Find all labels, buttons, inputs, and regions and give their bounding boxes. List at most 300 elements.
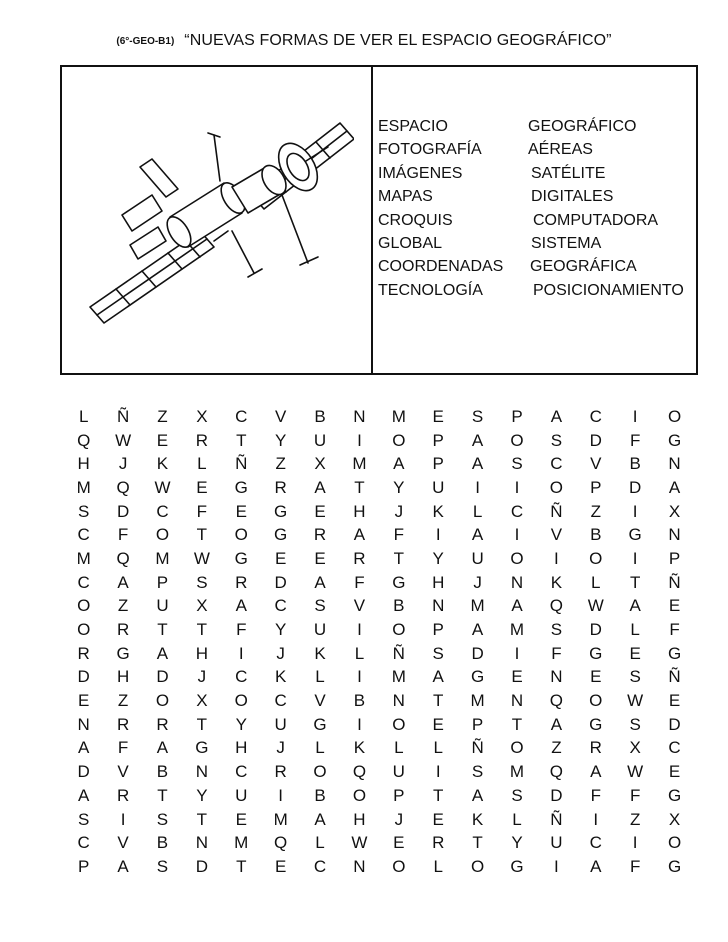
grid-letter[interactable]: H xyxy=(77,454,90,474)
grid-letter[interactable]: M xyxy=(391,406,406,426)
grid-letter[interactable]: K xyxy=(353,738,366,758)
grid-letter[interactable]: V xyxy=(590,454,602,474)
grid-letter[interactable]: G xyxy=(667,643,682,663)
grid-letter[interactable]: O xyxy=(510,738,524,758)
grid-letter[interactable]: A xyxy=(393,454,405,474)
grid-letter[interactable]: P xyxy=(432,430,444,450)
grid-letter[interactable]: B xyxy=(314,406,326,426)
grid-letter[interactable]: E xyxy=(196,477,208,497)
grid-letter[interactable]: Ñ xyxy=(235,454,248,474)
grid-letter[interactable]: R xyxy=(156,714,169,734)
grid-letter[interactable]: X xyxy=(196,406,208,426)
grid-letter[interactable]: Ñ xyxy=(550,809,563,829)
grid-letter[interactable]: Z xyxy=(117,691,129,711)
grid-letter[interactable]: P xyxy=(393,785,405,805)
grid-letter[interactable]: R xyxy=(116,714,130,734)
grid-letter[interactable]: L xyxy=(591,572,601,592)
grid-letter[interactable]: X xyxy=(196,596,208,616)
grid-letter[interactable]: E xyxy=(590,667,602,687)
grid-letter[interactable]: W xyxy=(351,833,368,853)
grid-letter[interactable]: E xyxy=(668,596,681,616)
grid-letter[interactable]: S xyxy=(511,785,523,805)
grid-letter[interactable]: G xyxy=(667,856,682,876)
grid-letter[interactable]: S xyxy=(629,714,641,734)
grid-letter[interactable]: E xyxy=(668,691,681,711)
grid-letter[interactable]: W xyxy=(193,548,210,568)
grid-letter[interactable]: V xyxy=(274,406,287,426)
grid-letter[interactable]: R xyxy=(313,525,327,545)
grid-letter[interactable]: T xyxy=(393,548,405,568)
grid-letter[interactable]: Z xyxy=(629,809,641,829)
grid-letter[interactable]: D xyxy=(589,430,602,450)
grid-letter[interactable]: T xyxy=(157,785,168,805)
grid-letter[interactable]: A xyxy=(353,525,366,545)
grid-letter[interactable]: A xyxy=(314,477,326,497)
grid-letter[interactable]: S xyxy=(314,596,326,616)
grid-letter[interactable]: Ñ xyxy=(392,643,405,663)
grid-letter[interactable]: G xyxy=(274,525,288,545)
grid-letter[interactable]: Q xyxy=(77,430,91,450)
grid-letter[interactable]: R xyxy=(195,430,208,450)
grid-letter[interactable]: I xyxy=(357,667,362,687)
grid-letter[interactable]: I xyxy=(357,620,362,640)
grid-letter[interactable]: E xyxy=(314,501,326,521)
grid-letter[interactable]: Q xyxy=(352,762,367,782)
grid-letter[interactable]: C xyxy=(589,833,602,853)
grid-letter[interactable]: E xyxy=(511,667,523,687)
grid-letter[interactable]: N xyxy=(195,833,208,853)
grid-letter[interactable]: V xyxy=(117,762,129,782)
grid-letter[interactable]: J xyxy=(197,667,207,687)
grid-letter[interactable]: G xyxy=(116,643,130,663)
grid-letter[interactable]: A xyxy=(235,596,247,616)
grid-letter[interactable]: H xyxy=(353,501,366,521)
grid-letter[interactable]: K xyxy=(156,454,169,474)
grid-letter[interactable]: E xyxy=(235,501,247,521)
grid-letter[interactable]: J xyxy=(276,643,285,663)
grid-letter[interactable]: N xyxy=(432,596,445,616)
grid-letter[interactable]: N xyxy=(550,667,563,687)
grid-letter[interactable]: F xyxy=(669,620,680,640)
grid-letter[interactable]: C xyxy=(589,406,602,426)
grid-letter[interactable]: A xyxy=(156,643,169,663)
grid-letter[interactable]: V xyxy=(353,596,366,616)
grid-letter[interactable]: N xyxy=(195,762,208,782)
grid-letter[interactable]: Y xyxy=(432,548,444,568)
grid-letter[interactable]: F xyxy=(117,738,129,758)
grid-letter[interactable]: F xyxy=(196,501,208,521)
grid-letter[interactable]: I xyxy=(435,762,441,782)
grid-letter[interactable]: E xyxy=(432,809,444,829)
grid-letter[interactable]: Y xyxy=(196,785,208,805)
grid-letter[interactable]: T xyxy=(236,856,247,876)
grid-letter[interactable]: I xyxy=(475,477,480,497)
grid-letter[interactable]: G xyxy=(667,430,682,450)
grid-letter[interactable]: Y xyxy=(511,833,523,853)
grid-letter[interactable]: H xyxy=(353,809,366,829)
grid-letter[interactable]: S xyxy=(156,809,169,829)
grid-letter[interactable]: O xyxy=(155,525,170,545)
grid-letter[interactable]: O xyxy=(77,620,91,640)
grid-letter[interactable]: R xyxy=(432,833,445,853)
grid-letter[interactable]: A xyxy=(78,785,90,805)
grid-letter[interactable]: A xyxy=(471,620,484,640)
grid-letter[interactable]: C xyxy=(235,667,248,687)
grid-letter[interactable]: I xyxy=(278,785,284,805)
grid-letter[interactable]: S xyxy=(550,620,563,640)
grid-letter[interactable]: A xyxy=(432,667,444,687)
grid-letter[interactable]: A xyxy=(550,406,563,426)
grid-letter[interactable]: S xyxy=(511,454,523,474)
grid-letter[interactable]: S xyxy=(196,572,208,592)
grid-letter[interactable]: D xyxy=(471,643,484,663)
grid-letter[interactable]: W xyxy=(587,596,604,616)
grid-letter[interactable]: Z xyxy=(275,454,286,474)
grid-letter[interactable]: R xyxy=(116,785,130,805)
grid-letter[interactable]: L xyxy=(315,667,325,687)
grid-letter[interactable]: Z xyxy=(551,738,562,758)
grid-letter[interactable]: K xyxy=(432,501,444,521)
grid-letter[interactable]: U xyxy=(471,548,484,568)
grid-letter[interactable]: S xyxy=(471,406,484,426)
grid-letter[interactable]: F xyxy=(393,525,405,545)
grid-letter[interactable]: B xyxy=(353,691,366,711)
grid-letter[interactable]: F xyxy=(629,785,641,805)
grid-letter[interactable]: Y xyxy=(274,620,287,640)
grid-letter[interactable]: I xyxy=(632,501,638,521)
grid-letter[interactable]: V xyxy=(117,833,129,853)
grid-letter[interactable]: Q xyxy=(274,833,288,853)
grid-letter[interactable]: W xyxy=(627,691,644,711)
grid-letter[interactable]: R xyxy=(274,477,287,497)
grid-letter[interactable]: Z xyxy=(157,406,168,426)
grid-letter[interactable]: P xyxy=(156,572,169,592)
grid-letter[interactable]: G xyxy=(470,667,485,687)
grid-letter[interactable]: B xyxy=(590,525,602,545)
grid-letter[interactable]: N xyxy=(668,525,681,545)
grid-letter[interactable]: F xyxy=(236,620,247,640)
grid-letter[interactable]: X xyxy=(196,691,208,711)
grid-letter[interactable]: K xyxy=(314,643,326,663)
grid-letter[interactable]: W xyxy=(115,430,132,450)
grid-letter[interactable]: Ñ xyxy=(668,572,681,592)
grid-letter[interactable]: G xyxy=(234,477,248,497)
grid-letter[interactable]: Q xyxy=(116,477,130,497)
grid-letter[interactable]: I xyxy=(593,809,599,829)
grid-letter[interactable]: G xyxy=(628,525,642,545)
grid-letter[interactable]: F xyxy=(629,856,641,876)
grid-letter[interactable]: A xyxy=(511,596,523,616)
grid-letter[interactable]: C xyxy=(235,762,248,782)
grid-letter[interactable]: D xyxy=(668,714,681,734)
grid-letter[interactable]: S xyxy=(471,762,484,782)
grid-letter[interactable]: W xyxy=(154,477,171,497)
grid-letter[interactable]: M xyxy=(470,691,485,711)
grid-letter[interactable]: I xyxy=(632,406,638,426)
grid-letter[interactable]: E xyxy=(274,856,287,876)
grid-letter[interactable]: W xyxy=(627,762,644,782)
grid-letter[interactable]: A xyxy=(78,738,90,758)
grid-letter[interactable]: E xyxy=(629,643,641,663)
grid-letter[interactable]: S xyxy=(629,667,641,687)
grid-letter[interactable]: N xyxy=(392,691,405,711)
grid-letter[interactable]: E xyxy=(156,430,169,450)
grid-letter[interactable]: F xyxy=(117,525,129,545)
grid-letter[interactable]: E xyxy=(668,762,681,782)
grid-letter[interactable]: Ñ xyxy=(668,667,681,687)
grid-letter[interactable]: E xyxy=(235,809,247,829)
grid-letter[interactable]: A xyxy=(471,785,484,805)
grid-letter[interactable]: S xyxy=(432,643,444,663)
grid-letter[interactable]: C xyxy=(510,501,524,521)
grid-letter[interactable]: D xyxy=(195,856,208,876)
grid-letter[interactable]: C xyxy=(313,856,327,876)
grid-letter[interactable]: M xyxy=(470,596,485,616)
grid-letter[interactable]: T xyxy=(196,809,208,829)
grid-letter[interactable]: N xyxy=(353,856,366,876)
grid-letter[interactable]: T xyxy=(511,714,523,734)
grid-letter[interactable]: T xyxy=(157,620,168,640)
grid-letter[interactable]: H xyxy=(235,738,248,758)
grid-letter[interactable]: A xyxy=(314,809,326,829)
grid-letter[interactable]: C xyxy=(77,572,90,592)
grid-letter[interactable]: O xyxy=(234,525,248,545)
grid-letter[interactable]: L xyxy=(472,501,483,521)
grid-letter[interactable]: O xyxy=(470,856,485,876)
grid-letter[interactable]: P xyxy=(78,856,90,876)
grid-letter[interactable]: U xyxy=(274,714,287,734)
grid-letter[interactable]: N xyxy=(668,454,681,474)
grid-letter[interactable]: I xyxy=(357,430,362,450)
grid-letter[interactable]: O xyxy=(352,785,367,805)
grid-letter[interactable]: O xyxy=(155,691,170,711)
grid-letter[interactable]: O xyxy=(392,714,406,734)
grid-letter[interactable]: M xyxy=(76,548,91,568)
grid-letter[interactable]: R xyxy=(589,738,602,758)
grid-letter[interactable]: K xyxy=(274,667,287,687)
grid-letter[interactable]: B xyxy=(314,785,326,805)
grid-letter[interactable]: P xyxy=(590,477,602,497)
grid-letter[interactable]: F xyxy=(354,572,365,592)
grid-letter[interactable]: O xyxy=(77,596,91,616)
grid-letter[interactable]: L xyxy=(394,738,404,758)
grid-letter[interactable]: O xyxy=(313,762,327,782)
grid-letter[interactable]: F xyxy=(629,430,641,450)
grid-letter[interactable]: N xyxy=(510,691,524,711)
grid-letter[interactable]: M xyxy=(234,833,249,853)
grid-letter[interactable]: T xyxy=(433,785,444,805)
grid-letter[interactable]: P xyxy=(432,620,444,640)
grid-letter[interactable]: X xyxy=(668,501,681,521)
grid-letter[interactable]: P xyxy=(668,548,681,568)
grid-letter[interactable]: Ñ xyxy=(116,406,130,426)
grid-letter[interactable]: M xyxy=(155,548,170,568)
grid-letter[interactable]: J xyxy=(394,809,404,829)
grid-letter[interactable]: P xyxy=(511,406,523,426)
grid-letter[interactable]: U xyxy=(156,596,169,616)
grid-letter[interactable]: S xyxy=(78,809,90,829)
grid-letter[interactable]: S xyxy=(550,430,563,450)
grid-letter[interactable]: C xyxy=(156,501,169,521)
grid-letter[interactable]: V xyxy=(550,525,563,545)
grid-letter[interactable]: C xyxy=(668,738,681,758)
grid-letter[interactable]: G xyxy=(589,714,603,734)
grid-letter[interactable]: U xyxy=(392,762,405,782)
grid-letter[interactable]: E xyxy=(393,833,405,853)
grid-letter[interactable]: P xyxy=(432,454,444,474)
grid-letter[interactable]: T xyxy=(472,833,483,853)
grid-letter[interactable]: C xyxy=(77,833,90,853)
grid-letter[interactable]: C xyxy=(550,454,563,474)
grid-letter[interactable]: D xyxy=(156,667,169,687)
grid-letter[interactable]: G xyxy=(667,785,682,805)
grid-letter[interactable]: R xyxy=(353,548,366,568)
grid-letter[interactable]: T xyxy=(196,525,208,545)
grid-letter[interactable]: Ñ xyxy=(550,501,563,521)
grid-letter[interactable]: G xyxy=(510,856,524,876)
grid-letter[interactable]: B xyxy=(156,762,169,782)
grid-letter[interactable]: O xyxy=(234,691,248,711)
grid-letter[interactable]: Q xyxy=(549,691,563,711)
grid-letter[interactable]: G xyxy=(274,501,288,521)
grid-letter[interactable]: E xyxy=(274,548,287,568)
grid-letter[interactable]: V xyxy=(314,691,326,711)
grid-letter[interactable]: I xyxy=(554,856,559,876)
grid-letter[interactable]: M xyxy=(76,477,91,497)
grid-letter[interactable]: H xyxy=(432,572,445,592)
grid-letter[interactable]: U xyxy=(313,620,327,640)
grid-letter[interactable]: A xyxy=(471,454,484,474)
grid-letter[interactable]: T xyxy=(236,430,247,450)
grid-letter[interactable]: A xyxy=(471,525,484,545)
grid-letter[interactable]: T xyxy=(196,714,208,734)
grid-letter[interactable]: M xyxy=(391,667,406,687)
grid-letter[interactable]: O xyxy=(549,477,563,497)
grid-letter[interactable]: C xyxy=(274,596,287,616)
grid-letter[interactable]: C xyxy=(235,406,248,426)
grid-letter[interactable]: L xyxy=(630,620,640,640)
grid-letter[interactable]: M xyxy=(352,454,367,474)
grid-letter[interactable]: M xyxy=(273,809,288,829)
grid-letter[interactable]: C xyxy=(274,691,287,711)
grid-letter[interactable]: L xyxy=(197,454,207,474)
grid-letter[interactable]: Z xyxy=(117,596,129,616)
grid-letter[interactable]: O xyxy=(589,691,603,711)
grid-letter[interactable]: G xyxy=(234,548,248,568)
grid-letter[interactable]: X xyxy=(668,809,681,829)
grid-letter[interactable]: L xyxy=(78,406,89,426)
grid-letter[interactable]: T xyxy=(196,620,208,640)
grid-letter[interactable]: L xyxy=(315,833,325,853)
grid-letter[interactable]: L xyxy=(315,738,325,758)
grid-letter[interactable]: D xyxy=(589,620,602,640)
grid-letter[interactable]: E xyxy=(78,691,90,711)
grid-letter[interactable]: A xyxy=(629,596,641,616)
grid-letter[interactable]: T xyxy=(433,691,444,711)
grid-letter[interactable]: D xyxy=(274,572,287,592)
grid-letter[interactable]: N xyxy=(510,572,524,592)
grid-letter[interactable]: A xyxy=(471,430,484,450)
grid-letter[interactable]: J xyxy=(473,572,482,592)
grid-letter[interactable]: L xyxy=(433,738,443,758)
grid-letter[interactable]: S xyxy=(156,856,169,876)
grid-letter[interactable]: I xyxy=(357,714,362,734)
grid-letter[interactable]: H xyxy=(116,667,130,687)
grid-letter[interactable]: B xyxy=(393,596,405,616)
grid-letter[interactable]: L xyxy=(433,856,443,876)
grid-letter[interactable]: N xyxy=(77,714,90,734)
grid-letter[interactable]: D xyxy=(550,785,563,805)
grid-letter[interactable]: D xyxy=(77,667,90,687)
grid-letter[interactable]: A xyxy=(550,714,563,734)
grid-letter[interactable]: R xyxy=(235,572,248,592)
grid-letter[interactable]: R xyxy=(116,620,130,640)
grid-letter[interactable]: E xyxy=(432,714,444,734)
grid-letter[interactable]: L xyxy=(512,809,522,829)
grid-letter[interactable]: M xyxy=(509,620,525,640)
grid-letter[interactable]: Z xyxy=(590,501,601,521)
grid-letter[interactable]: U xyxy=(550,833,563,853)
grid-letter[interactable]: I xyxy=(514,525,520,545)
grid-letter[interactable]: J xyxy=(276,738,285,758)
grid-letter[interactable]: K xyxy=(471,809,484,829)
grid-letter[interactable]: B xyxy=(629,454,641,474)
grid-letter[interactable]: X xyxy=(629,738,641,758)
grid-letter[interactable]: D xyxy=(629,477,642,497)
grid-letter[interactable]: I xyxy=(632,833,638,853)
grid-letter[interactable]: I xyxy=(554,548,559,568)
grid-letter[interactable]: D xyxy=(77,762,90,782)
grid-letter[interactable]: O xyxy=(667,833,682,853)
grid-letter[interactable]: R xyxy=(77,643,90,663)
grid-letter[interactable]: T xyxy=(629,572,641,592)
grid-letter[interactable]: Q xyxy=(549,596,563,616)
grid-letter[interactable]: G xyxy=(313,714,327,734)
grid-letter[interactable]: E xyxy=(314,548,326,568)
grid-letter[interactable]: I xyxy=(120,809,126,829)
grid-letter[interactable]: O xyxy=(392,430,406,450)
grid-letter[interactable]: J xyxy=(118,454,128,474)
grid-letter[interactable]: O xyxy=(510,548,524,568)
grid-letter[interactable]: L xyxy=(354,643,365,663)
grid-letter[interactable]: O xyxy=(392,620,406,640)
grid-letter[interactable]: U xyxy=(432,477,445,497)
grid-letter[interactable]: Y xyxy=(274,430,287,450)
grid-letter[interactable]: O xyxy=(667,406,682,426)
grid-letter[interactable]: T xyxy=(354,477,365,497)
grid-letter[interactable]: A xyxy=(668,477,681,497)
grid-letter[interactable]: K xyxy=(550,572,563,592)
grid-letter[interactable]: D xyxy=(116,501,130,521)
grid-letter[interactable]: C xyxy=(77,525,90,545)
grid-letter[interactable]: P xyxy=(471,714,484,734)
grid-letter[interactable]: A xyxy=(117,856,129,876)
grid-letter[interactable]: N xyxy=(353,406,366,426)
grid-letter[interactable]: Q xyxy=(549,762,563,782)
grid-letter[interactable]: I xyxy=(238,643,244,663)
grid-letter[interactable]: U xyxy=(235,785,248,805)
grid-letter[interactable]: I xyxy=(435,525,441,545)
grid-letter[interactable]: M xyxy=(509,762,525,782)
grid-letter[interactable]: J xyxy=(394,501,404,521)
grid-letter[interactable]: I xyxy=(632,548,638,568)
grid-letter[interactable]: A xyxy=(314,572,326,592)
grid-letter[interactable]: A xyxy=(117,572,129,592)
grid-letter[interactable]: B xyxy=(156,833,169,853)
grid-letter[interactable]: G xyxy=(392,572,406,592)
grid-letter[interactable]: Ñ xyxy=(471,738,484,758)
grid-letter[interactable]: U xyxy=(313,430,327,450)
